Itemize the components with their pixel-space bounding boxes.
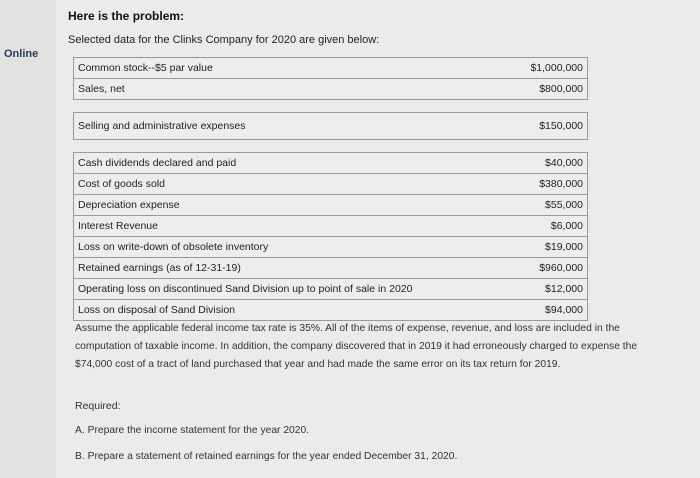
row-amount: $960,000	[489, 258, 588, 279]
row-label: Common stock--$5 par value	[74, 58, 490, 79]
requirement-a: A. Prepare the income statement for the year 2020.	[75, 425, 310, 436]
problem-heading: Here is the problem:	[68, 9, 185, 23]
row-amount: $380,000	[489, 174, 588, 195]
row-label: Operating loss on discontinued Sand Division up to point of sale in 2020	[74, 279, 490, 300]
table-row	[74, 153, 588, 174]
row-label: Loss on disposal of Sand Division	[74, 300, 490, 321]
table-row	[74, 113, 588, 140]
row-amount: $19,000	[489, 237, 588, 258]
table-row	[74, 79, 588, 100]
requirement-b: B. Prepare a statement of retained earnings for the year ended December 31, 2020.	[75, 451, 458, 462]
table-row	[74, 237, 588, 258]
row-amount: $40,000	[489, 153, 588, 174]
row-amount: $55,000	[489, 195, 588, 216]
row-amount: $800,000	[489, 79, 588, 100]
row-label: Loss on write-down of obsolete inventory	[74, 237, 490, 258]
intro-text: Selected data for the Clinks Company for 2020 are given below:	[68, 34, 380, 46]
table-row	[74, 58, 588, 79]
left-sidebar	[0, 0, 56, 478]
row-amount: $12,000	[489, 279, 588, 300]
table-row	[74, 216, 588, 237]
row-amount: $6,000	[489, 216, 588, 237]
row-label: Sales, net	[74, 79, 490, 100]
table-row	[74, 300, 588, 321]
data-table	[73, 57, 588, 321]
table-spacer	[74, 140, 588, 153]
required-label: Required:	[75, 400, 121, 412]
table-spacer	[74, 100, 588, 113]
assumption-paragraph: Assume the applicable federal income tax rate is 35%. All of the items of expense, revenue, and loss are included in the computation of taxable income. In addition, the company discovered that in 2019 it had erroneously charged to expense the $74,000 cost of a tract of land purchased that year and had made the same error on its tax return for 2019.	[75, 323, 638, 370]
online-status-label: Online	[4, 48, 39, 60]
table-row	[74, 279, 588, 300]
row-label: Depreciation expense	[74, 195, 490, 216]
row-label: Cash dividends declared and paid	[74, 153, 490, 174]
row-label: Cost of goods sold	[74, 174, 490, 195]
table-row	[74, 195, 588, 216]
row-label: Retained earnings (as of 12-31-19)	[74, 258, 490, 279]
row-amount: $1,000,000	[489, 58, 588, 79]
row-label: Interest Revenue	[74, 216, 490, 237]
table-row	[74, 174, 588, 195]
row-amount: $94,000	[489, 300, 588, 321]
row-amount: $150,000	[489, 113, 588, 140]
row-label: Selling and administrative expenses	[74, 113, 490, 140]
table-row	[74, 258, 588, 279]
